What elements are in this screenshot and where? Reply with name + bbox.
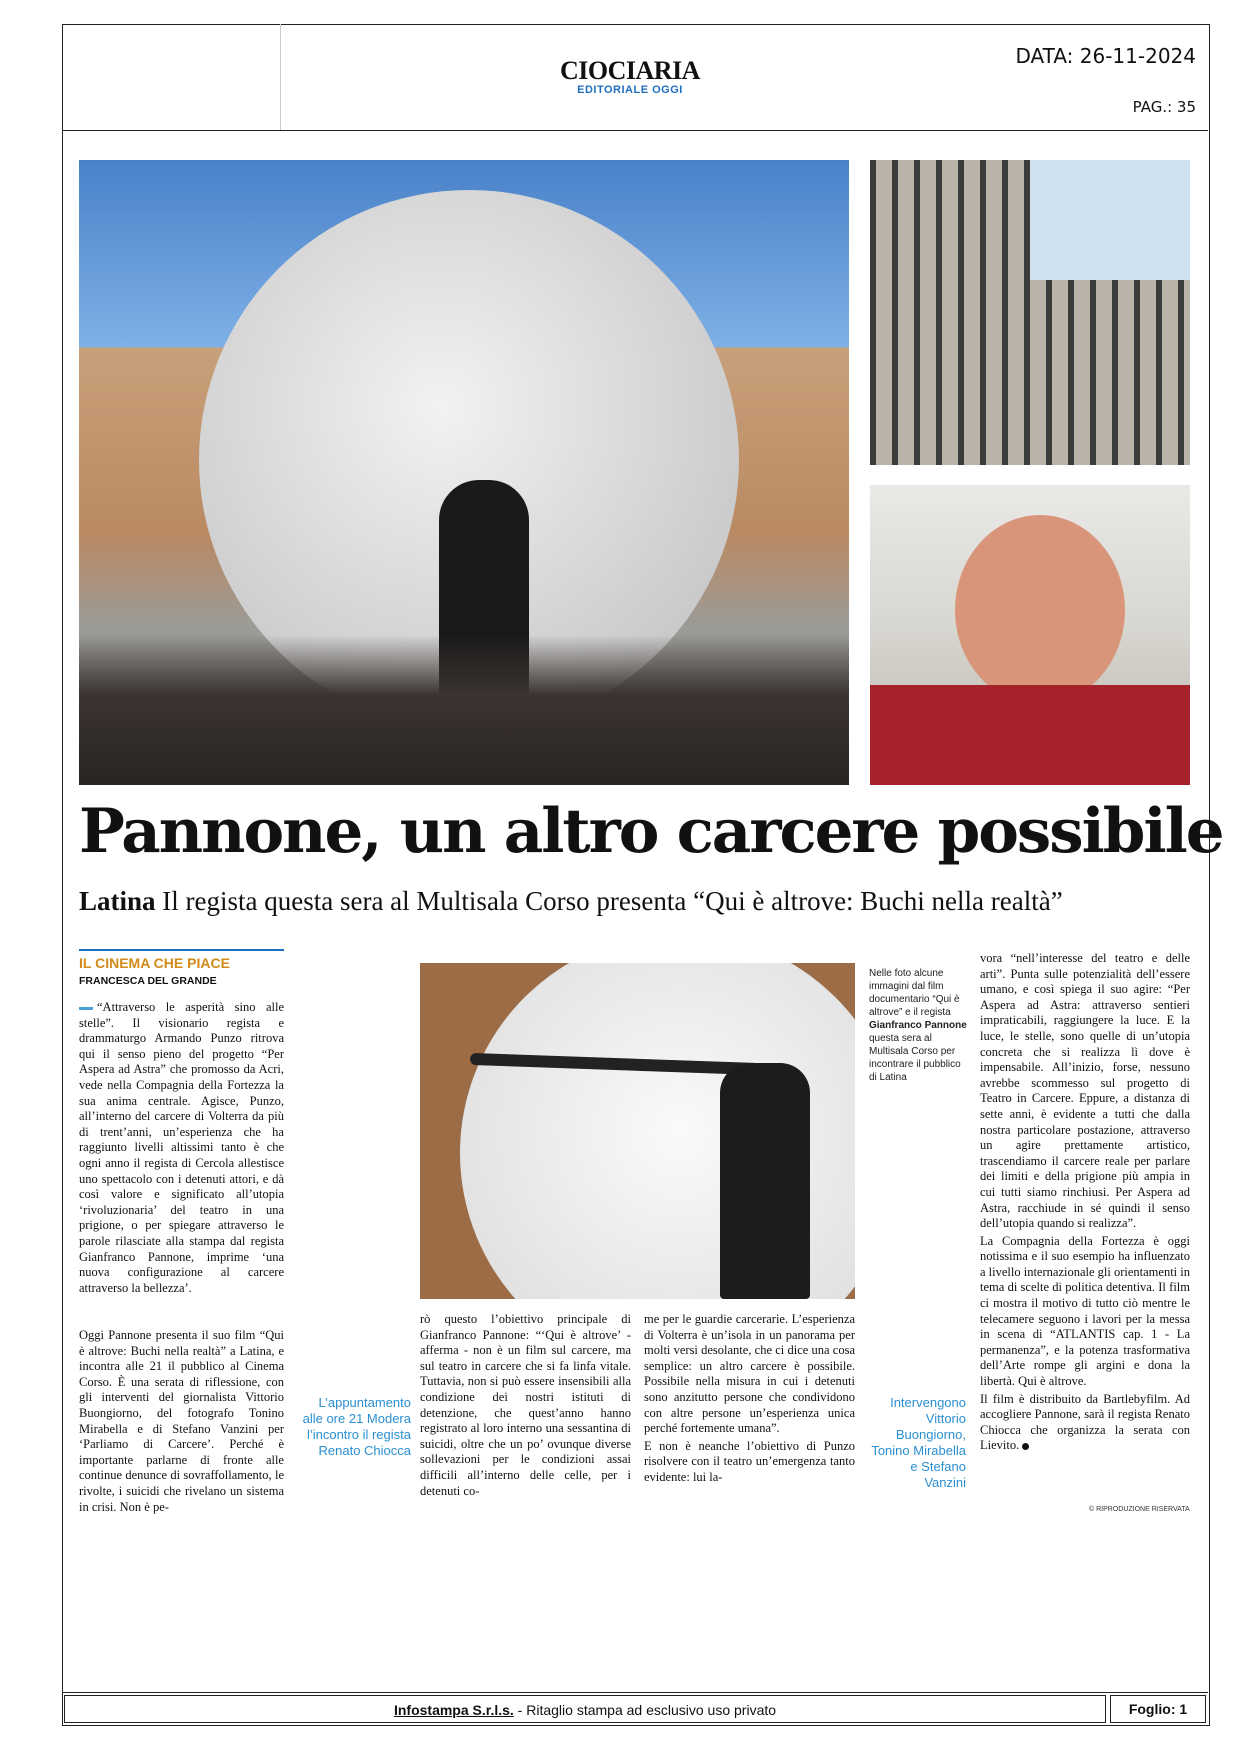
photo-sky bbox=[1030, 160, 1190, 280]
clipping-date: DATA: 26-11-2024 bbox=[1015, 44, 1196, 68]
newspaper-masthead bbox=[560, 58, 700, 96]
photo-telescope-performer bbox=[420, 963, 855, 1299]
masthead-subtitle: EDITORIALE OGGI bbox=[577, 84, 683, 96]
photo-director-portrait bbox=[870, 485, 1190, 785]
sheet-number: Foglio: 1 bbox=[1110, 1695, 1206, 1723]
paragraph: vora “nell’interesse del teatro e delle arti”. Punta sulle potenzialità dell’essere umano, e così spiega il suo agire: “Per Aspera ad Astra: attraverso sentieri impraticabili, raggiungere la luce. E la luce, le stelle, sono quelle di un’utopia concreta che si realizza lì dove è impensabile. All’inizio, forse, nessuno avrebbe scommesso sul progetto di Teatro in Carcere. Eppure, a distanza di sette anni, è evidente a tutti che dalla nostra particolare postazione, attraverso un agire prettamente artistico, trascendiamo il carcere reale per parlare dei limiti e della prigione più ampia in cui tutti siamo rinchiusi. Per Aspera ad Astra, racchiude in sé quindi il senso dell’utopia quando si realizza”. bbox=[980, 951, 1190, 1231]
main-photo-disc-performer bbox=[79, 160, 849, 785]
photo-gate-acrobat bbox=[870, 160, 1190, 465]
article-author: FRANCESCA DEL GRANDE bbox=[79, 975, 217, 987]
footer-box bbox=[64, 1695, 1106, 1723]
rubric-title: IL CINEMA CHE PIACE bbox=[79, 955, 230, 971]
article-headline: Pannone, un altro carcere possibile bbox=[79, 796, 1223, 867]
performer-silhouette bbox=[720, 1063, 810, 1299]
end-mark-icon bbox=[1022, 1443, 1029, 1450]
paragraph: rò questo l’obiettivo principale di Gianfranco Pannone: “‘Qui è altrove’ - afferma - non è un film sul carcere, ma sul teatro in carcere che si fa linfa vitale. Tuttavia, non si può essere insensibili alla condizione dei nostri istituti di detenzione, che quest’anno hanno registrato al loro interno una sessantina di suicidi, oltre che un po’ ovunque diverse sollevazioni per le condizioni assai difficili all’interno delle celle, per i detenuti co- bbox=[420, 1312, 631, 1498]
paragraph: me per le guardie carcerarie. L’esperienza di Volterra è un’isola in un panorama per molti versi desolante, che ci dice una cosa semplice: un altro carcere è possibile. Possibile nella misura in cui i detenuti sono anzitutto persone che condividono con altre persone un’esperienza unica perché fortemente umana”. bbox=[644, 1312, 855, 1436]
caption-name: Gianfranco Pannone bbox=[869, 1020, 967, 1031]
footer-brand-link[interactable]: Infostampa S.r.l.s. bbox=[393, 1702, 514, 1718]
clipping-header bbox=[62, 24, 1208, 131]
masthead-title: CIOCIARIA bbox=[560, 56, 700, 85]
paragraph: Oggi Pannone presenta il suo film “Qui è altrove: Buchi nella realtà” a Latina, e incontra alle 21 il pubblico al Cinema Corso. È una serata di riflessione, con gli interventi del giornalista Vittorio Buongiorno, del fotografo Tonino Mirabella e di Stefano Vanzini per ‘Parliamo di Carcere’. Perché è importante parlarne di fronte alle continue denunce di sovraffollamento, le rivolte, i suicidi che rivelano un sistema in crisi. Non è pe- bbox=[79, 1328, 284, 1514]
paragraph: La Compagnia della Fortezza è oggi notissima e il suo esempio ha influenzato a livello internazionale gli orientamenti in tema di scelte di politica detentiva. Il film ci mostra il motivo di tutto ciò mentre le telecamere seguono i lavori per la messa in scena di “ATLANTIS cap. 1 - La permanenza”, e la potenza trasformativa dell’Arte rompe gli argini e dona la libertà. Qui è altrove. bbox=[980, 1233, 1190, 1389]
header-divider bbox=[280, 24, 281, 130]
article-column-4 bbox=[980, 951, 1190, 1456]
footer-note: - Ritaglio stampa ad esclusivo uso privato bbox=[513, 1702, 777, 1718]
paragraph-final bbox=[980, 1392, 1190, 1454]
photo-caption bbox=[869, 967, 969, 1084]
final-text: Il film è distribuito da Bartlebyfilm. Ad accogliere Pannone, sarà il regista Renato Chiocca che organizza la serata con Lievito. bbox=[980, 1391, 1190, 1453]
audience-silhouettes bbox=[79, 635, 849, 785]
clipping-footer bbox=[62, 1692, 1208, 1725]
clipping-page: PAG.: 35 bbox=[1132, 98, 1196, 116]
paragraph: “Attraverso le asperità sino alle stelle”. Il visionario regista e drammaturgo Armando Punzo ritrova qui il senso pieno del progetto “Per Aspera ad Astra” che promosso da Acri, vede nella Compagnia della Fortezza la sua anima centrale. Agisce, Punzo, all’interno del carcere di Volterra da più di trent’anni, un’esperienza che ha raggiunto livelli altissimi tanto è che ogni anno il regista di Cercola allestisce uno spettacolo con i detenuti attori, e dà così valore e significato all’utopia ‘rivoluzionaria’ del teatro in una prigione, o per spiegare attraverso le parole rilasciate alla stampa dal regista Gianfranco Pannone, imprime ‘una nuova configurazione al carcere attraverso la bellezza’. bbox=[79, 1000, 284, 1295]
caption-text-end: questa sera al Multisala Corso per incontrare il pubblico di Latina bbox=[869, 1033, 961, 1083]
pull-quote-speakers: Intervengono Vittorio Buongiorno, Tonino Mirabella e Stefano Vanzini bbox=[871, 1395, 966, 1490]
article-subhead bbox=[79, 884, 1189, 918]
footer-text bbox=[65, 1702, 1105, 1718]
subhead-text: Il regista questa sera al Multisala Corso presenta “Qui è altrove: Buchi nella realtà” bbox=[155, 886, 1063, 916]
paragraph: E non è neanche l’obiettivo di Punzo risolvere con il teatro un’emergenza tanto evidente: lui la- bbox=[644, 1438, 855, 1484]
article-column-3 bbox=[644, 1312, 855, 1488]
article-column-2 bbox=[420, 1312, 631, 1501]
copyright-note: © RIPRODUZIONE RISERVATA bbox=[1089, 1506, 1190, 1513]
portrait-face bbox=[955, 515, 1125, 705]
portrait-red-sweater bbox=[870, 685, 1190, 785]
article-column-1-continued bbox=[79, 1328, 284, 1517]
article-column-1 bbox=[79, 1000, 284, 1298]
section-rubric bbox=[79, 949, 284, 987]
pull-quote-appointment: L’appuntamento alle ore 21 Modera l’incontro il regista Renato Chiocca bbox=[302, 1395, 411, 1458]
subhead-place: Latina bbox=[79, 886, 156, 916]
caption-text: Nelle foto alcune immagini dal film documentario “Qui è altrove” e il regista bbox=[869, 968, 960, 1018]
